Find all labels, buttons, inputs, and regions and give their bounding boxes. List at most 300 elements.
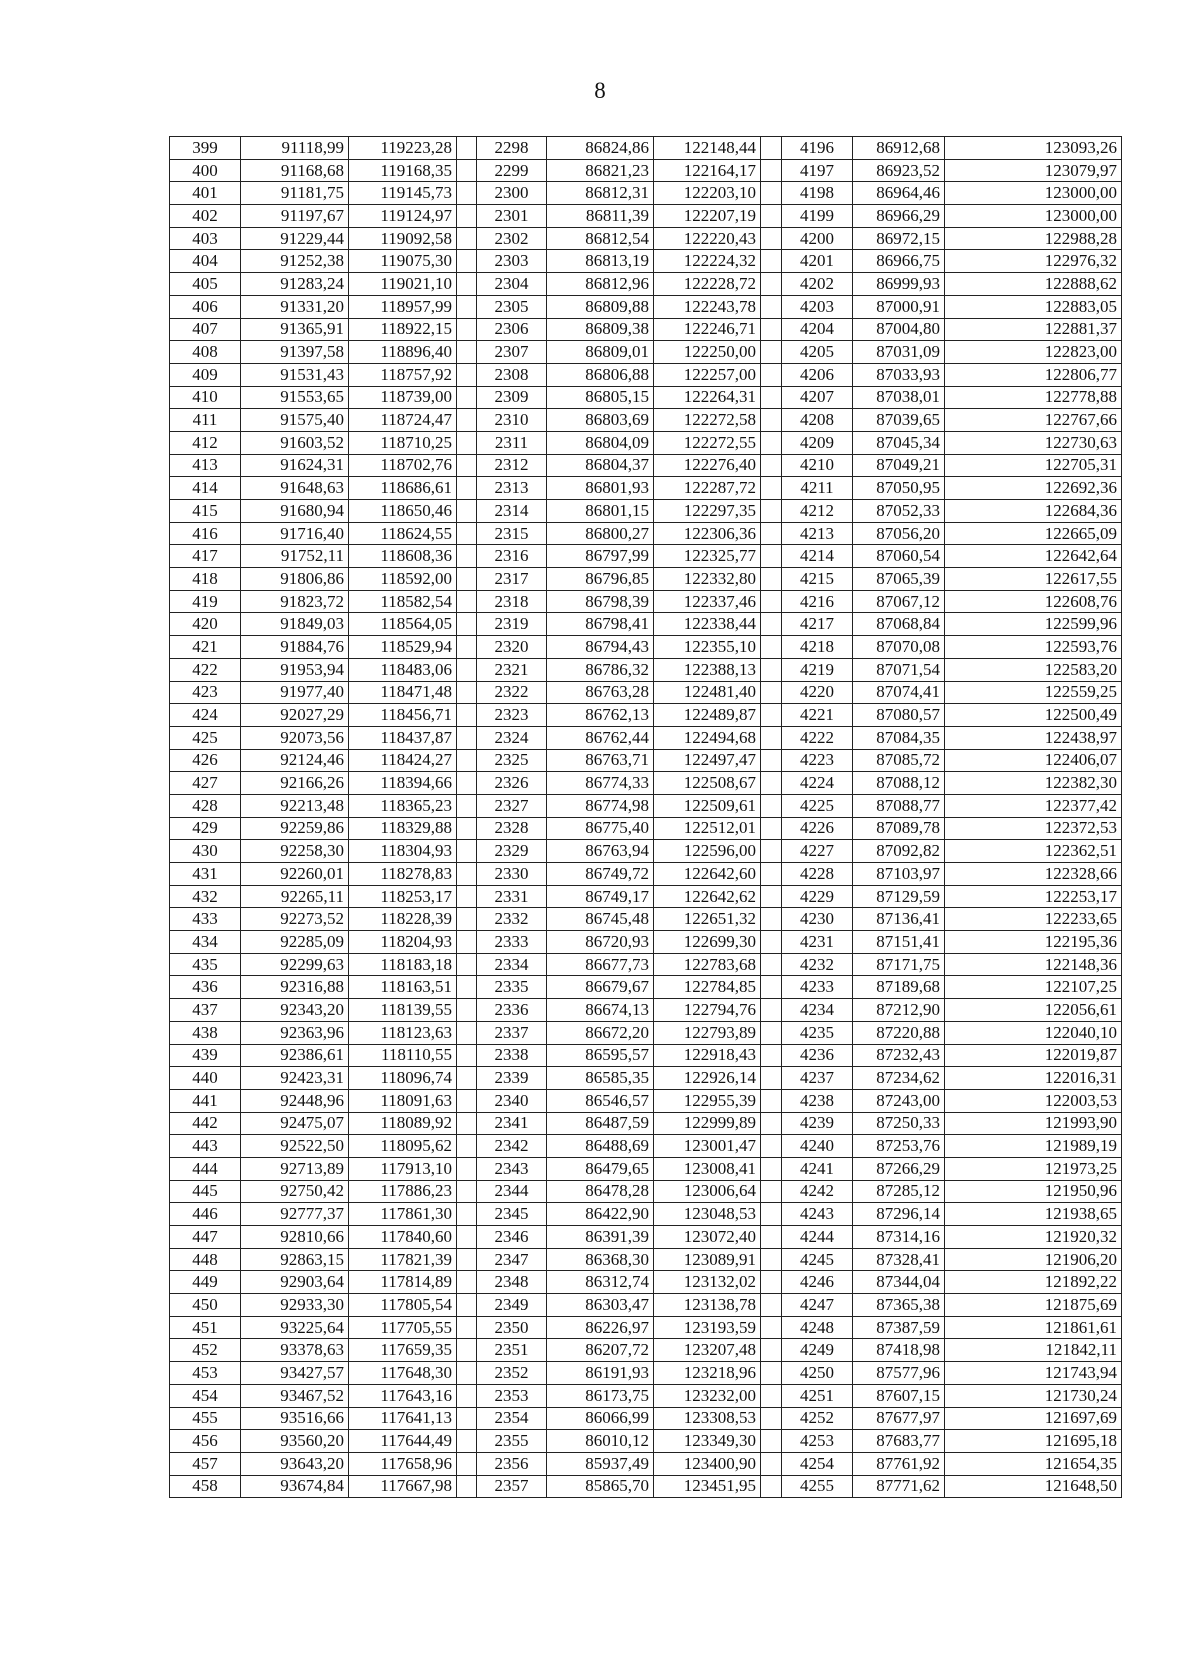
separator-cell: [457, 545, 477, 568]
x-coordinate-cell: 92423,31: [241, 1067, 349, 1090]
table-row: [170, 681, 1122, 704]
point-number-cell: 2306: [477, 318, 547, 341]
separator-cell: [457, 1294, 477, 1317]
point-number-cell: 4240: [782, 1135, 853, 1158]
point-number-cell: 2336: [477, 999, 547, 1022]
x-coordinate-cell: 86173,75: [547, 1384, 654, 1407]
y-coordinate-cell: 122325,77: [654, 545, 761, 568]
y-coordinate-cell: 121920,32: [945, 1226, 1122, 1249]
x-coordinate-cell: 93674,84: [241, 1475, 349, 1498]
y-coordinate-cell: 122372,53: [945, 817, 1122, 840]
x-coordinate-cell: 91953,94: [241, 658, 349, 681]
y-coordinate-cell: 122918,43: [654, 1044, 761, 1067]
x-coordinate-cell: 92448,96: [241, 1089, 349, 1112]
separator-cell: [457, 1180, 477, 1203]
table-row: [170, 1089, 1122, 1112]
y-coordinate-cell: 122692,36: [945, 477, 1122, 500]
table-row: [170, 1407, 1122, 1430]
point-number-cell: 2342: [477, 1135, 547, 1158]
point-number-cell: 2304: [477, 273, 547, 296]
y-coordinate-cell: 122203,10: [654, 182, 761, 205]
separator-cell: [761, 1339, 782, 1362]
separator-cell: [761, 1021, 782, 1044]
point-number-cell: 4229: [782, 885, 853, 908]
y-coordinate-cell: 123000,00: [945, 205, 1122, 228]
separator-cell: [761, 477, 782, 500]
point-number-cell: 4247: [782, 1294, 853, 1317]
y-coordinate-cell: 122332,80: [654, 568, 761, 591]
x-coordinate-cell: 91553,65: [241, 386, 349, 409]
x-coordinate-cell: 87129,59: [853, 885, 945, 908]
x-coordinate-cell: 86762,13: [547, 704, 654, 727]
x-coordinate-cell: 87085,72: [853, 749, 945, 772]
x-coordinate-cell: 92777,37: [241, 1203, 349, 1226]
table-row: [170, 749, 1122, 772]
separator-cell: [457, 1339, 477, 1362]
point-number-cell: 409: [170, 363, 241, 386]
y-coordinate-cell: 123001,47: [654, 1135, 761, 1158]
point-number-cell: 2335: [477, 976, 547, 999]
separator-cell: [761, 1430, 782, 1453]
y-coordinate-cell: 118394,66: [349, 772, 457, 795]
separator-cell: [457, 318, 477, 341]
point-number-cell: 4225: [782, 794, 853, 817]
x-coordinate-cell: 87151,41: [853, 931, 945, 954]
separator-cell: [761, 568, 782, 591]
point-number-cell: 2312: [477, 454, 547, 477]
y-coordinate-cell: 122999,89: [654, 1112, 761, 1135]
x-coordinate-cell: 86912,68: [853, 137, 945, 160]
y-coordinate-cell: 118424,27: [349, 749, 457, 772]
x-coordinate-cell: 86805,15: [547, 386, 654, 409]
point-number-cell: 2313: [477, 477, 547, 500]
y-coordinate-cell: 122823,00: [945, 341, 1122, 364]
y-coordinate-cell: 117648,30: [349, 1362, 457, 1385]
point-number-cell: 406: [170, 295, 241, 318]
table-row: [170, 1135, 1122, 1158]
separator-cell: [761, 772, 782, 795]
y-coordinate-cell: 117913,10: [349, 1157, 457, 1180]
y-coordinate-cell: 122778,88: [945, 386, 1122, 409]
x-coordinate-cell: 86806,88: [547, 363, 654, 386]
point-number-cell: 445: [170, 1180, 241, 1203]
y-coordinate-cell: 121993,90: [945, 1112, 1122, 1135]
separator-cell: [457, 658, 477, 681]
separator-cell: [457, 386, 477, 409]
y-coordinate-cell: 118456,71: [349, 704, 457, 727]
point-number-cell: 405: [170, 273, 241, 296]
table-row: [170, 1203, 1122, 1226]
x-coordinate-cell: 87038,01: [853, 386, 945, 409]
table-row: [170, 590, 1122, 613]
point-number-cell: 418: [170, 568, 241, 591]
x-coordinate-cell: 86226,97: [547, 1316, 654, 1339]
x-coordinate-cell: 93427,57: [241, 1362, 349, 1385]
x-coordinate-cell: 87049,21: [853, 454, 945, 477]
y-coordinate-cell: 122287,72: [654, 477, 761, 500]
x-coordinate-cell: 86720,93: [547, 931, 654, 954]
point-number-cell: 442: [170, 1112, 241, 1135]
point-number-cell: 458: [170, 1475, 241, 1498]
y-coordinate-cell: 123048,53: [654, 1203, 761, 1226]
y-coordinate-cell: 123308,53: [654, 1407, 761, 1430]
x-coordinate-cell: 86798,41: [547, 613, 654, 636]
point-number-cell: 2303: [477, 250, 547, 273]
y-coordinate-cell: 118304,93: [349, 840, 457, 863]
y-coordinate-cell: 121989,19: [945, 1135, 1122, 1158]
table-row: [170, 931, 1122, 954]
separator-cell: [761, 182, 782, 205]
y-coordinate-cell: 122494,68: [654, 726, 761, 749]
point-number-cell: 407: [170, 318, 241, 341]
y-coordinate-cell: 122926,14: [654, 1067, 761, 1090]
separator-cell: [761, 613, 782, 636]
separator-cell: [761, 976, 782, 999]
y-coordinate-cell: 123349,30: [654, 1430, 761, 1453]
x-coordinate-cell: 86763,71: [547, 749, 654, 772]
y-coordinate-cell: 122228,72: [654, 273, 761, 296]
point-number-cell: 4215: [782, 568, 853, 591]
y-coordinate-cell: 123089,91: [654, 1248, 761, 1271]
point-number-cell: 451: [170, 1316, 241, 1339]
table-row: [170, 363, 1122, 386]
separator-cell: [457, 613, 477, 636]
separator-cell: [457, 1362, 477, 1385]
point-number-cell: 412: [170, 431, 241, 454]
y-coordinate-cell: 118471,48: [349, 681, 457, 704]
separator-cell: [761, 1135, 782, 1158]
separator-cell: [761, 159, 782, 182]
separator-cell: [457, 1157, 477, 1180]
y-coordinate-cell: 122497,47: [654, 749, 761, 772]
y-coordinate-cell: 121730,24: [945, 1384, 1122, 1407]
y-coordinate-cell: 119021,10: [349, 273, 457, 296]
separator-cell: [457, 590, 477, 613]
point-number-cell: 423: [170, 681, 241, 704]
separator-cell: [457, 341, 477, 364]
x-coordinate-cell: 87771,62: [853, 1475, 945, 1498]
x-coordinate-cell: 91849,03: [241, 613, 349, 636]
x-coordinate-cell: 91283,24: [241, 273, 349, 296]
table-row: [170, 1271, 1122, 1294]
x-coordinate-cell: 87004,80: [853, 318, 945, 341]
x-coordinate-cell: 86763,28: [547, 681, 654, 704]
y-coordinate-cell: 117667,98: [349, 1475, 457, 1498]
point-number-cell: 404: [170, 250, 241, 273]
point-number-cell: 4217: [782, 613, 853, 636]
point-number-cell: 2333: [477, 931, 547, 954]
point-number-cell: 4211: [782, 477, 853, 500]
y-coordinate-cell: 119092,58: [349, 227, 457, 250]
y-coordinate-cell: 119168,35: [349, 159, 457, 182]
separator-cell: [761, 431, 782, 454]
x-coordinate-cell: 87033,93: [853, 363, 945, 386]
point-number-cell: 455: [170, 1407, 241, 1430]
y-coordinate-cell: 122246,71: [654, 318, 761, 341]
point-number-cell: 2305: [477, 295, 547, 318]
point-number-cell: 2339: [477, 1067, 547, 1090]
y-coordinate-cell: 119124,97: [349, 205, 457, 228]
point-number-cell: 2330: [477, 863, 547, 886]
x-coordinate-cell: 92213,48: [241, 794, 349, 817]
table-row: [170, 1316, 1122, 1339]
separator-cell: [761, 341, 782, 364]
x-coordinate-cell: 86763,94: [547, 840, 654, 863]
point-number-cell: 420: [170, 613, 241, 636]
point-number-cell: 4204: [782, 318, 853, 341]
point-number-cell: 4254: [782, 1452, 853, 1475]
point-number-cell: 2308: [477, 363, 547, 386]
point-number-cell: 2328: [477, 817, 547, 840]
y-coordinate-cell: 117821,39: [349, 1248, 457, 1271]
y-coordinate-cell: 122481,40: [654, 681, 761, 704]
x-coordinate-cell: 92285,09: [241, 931, 349, 954]
separator-cell: [457, 1203, 477, 1226]
y-coordinate-cell: 122642,60: [654, 863, 761, 886]
table-row: [170, 1452, 1122, 1475]
separator-cell: [457, 500, 477, 523]
y-coordinate-cell: 123093,26: [945, 137, 1122, 160]
separator-cell: [457, 1407, 477, 1430]
x-coordinate-cell: 87084,35: [853, 726, 945, 749]
point-number-cell: 401: [170, 182, 241, 205]
x-coordinate-cell: 85865,70: [547, 1475, 654, 1498]
separator-cell: [457, 726, 477, 749]
x-coordinate-cell: 86749,17: [547, 885, 654, 908]
point-number-cell: 427: [170, 772, 241, 795]
table-row: [170, 182, 1122, 205]
x-coordinate-cell: 91680,94: [241, 500, 349, 523]
y-coordinate-cell: 122596,00: [654, 840, 761, 863]
x-coordinate-cell: 86774,33: [547, 772, 654, 795]
table-row: [170, 613, 1122, 636]
x-coordinate-cell: 86964,46: [853, 182, 945, 205]
separator-cell: [457, 159, 477, 182]
x-coordinate-cell: 93378,63: [241, 1339, 349, 1362]
x-coordinate-cell: 86585,35: [547, 1067, 654, 1090]
y-coordinate-cell: 118757,92: [349, 363, 457, 386]
y-coordinate-cell: 122328,66: [945, 863, 1122, 886]
table-row: [170, 568, 1122, 591]
table-row: [170, 431, 1122, 454]
x-coordinate-cell: 87070,08: [853, 636, 945, 659]
point-number-cell: 4226: [782, 817, 853, 840]
y-coordinate-cell: 122195,36: [945, 931, 1122, 954]
point-number-cell: 2309: [477, 386, 547, 409]
table-row: [170, 1021, 1122, 1044]
point-number-cell: 4198: [782, 182, 853, 205]
y-coordinate-cell: 122264,31: [654, 386, 761, 409]
point-number-cell: 453: [170, 1362, 241, 1385]
point-number-cell: 434: [170, 931, 241, 954]
point-number-cell: 4210: [782, 454, 853, 477]
y-coordinate-cell: 121950,96: [945, 1180, 1122, 1203]
x-coordinate-cell: 86804,37: [547, 454, 654, 477]
y-coordinate-cell: 122220,43: [654, 227, 761, 250]
point-number-cell: 2323: [477, 704, 547, 727]
point-number-cell: 2299: [477, 159, 547, 182]
point-number-cell: 444: [170, 1157, 241, 1180]
x-coordinate-cell: 86312,74: [547, 1271, 654, 1294]
y-coordinate-cell: 121654,35: [945, 1452, 1122, 1475]
separator-cell: [761, 1248, 782, 1271]
point-number-cell: 2317: [477, 568, 547, 591]
x-coordinate-cell: 91252,38: [241, 250, 349, 273]
y-coordinate-cell: 122642,64: [945, 545, 1122, 568]
point-number-cell: 2321: [477, 658, 547, 681]
y-coordinate-cell: 117643,16: [349, 1384, 457, 1407]
table-row: [170, 863, 1122, 886]
x-coordinate-cell: 91197,67: [241, 205, 349, 228]
separator-cell: [761, 863, 782, 886]
y-coordinate-cell: 118582,54: [349, 590, 457, 613]
x-coordinate-cell: 87677,97: [853, 1407, 945, 1430]
point-number-cell: 416: [170, 522, 241, 545]
x-coordinate-cell: 87250,33: [853, 1112, 945, 1135]
x-coordinate-cell: 87344,04: [853, 1271, 945, 1294]
x-coordinate-cell: 87089,78: [853, 817, 945, 840]
x-coordinate-cell: 86303,47: [547, 1294, 654, 1317]
x-coordinate-cell: 93516,66: [241, 1407, 349, 1430]
separator-cell: [761, 1294, 782, 1317]
table-row: [170, 386, 1122, 409]
y-coordinate-cell: 118724,47: [349, 409, 457, 432]
x-coordinate-cell: 92343,20: [241, 999, 349, 1022]
y-coordinate-cell: 121861,61: [945, 1316, 1122, 1339]
point-number-cell: 4237: [782, 1067, 853, 1090]
point-number-cell: 2326: [477, 772, 547, 795]
y-coordinate-cell: 123072,40: [654, 1226, 761, 1249]
x-coordinate-cell: 86809,38: [547, 318, 654, 341]
point-number-cell: 4227: [782, 840, 853, 863]
y-coordinate-cell: 123079,97: [945, 159, 1122, 182]
y-coordinate-cell: 122337,46: [654, 590, 761, 613]
point-number-cell: 457: [170, 1452, 241, 1475]
x-coordinate-cell: 87577,96: [853, 1362, 945, 1385]
table-row: [170, 840, 1122, 863]
y-coordinate-cell: 118896,40: [349, 341, 457, 364]
x-coordinate-cell: 86488,69: [547, 1135, 654, 1158]
x-coordinate-cell: 87039,65: [853, 409, 945, 432]
y-coordinate-cell: 122107,25: [945, 976, 1122, 999]
x-coordinate-cell: 91331,20: [241, 295, 349, 318]
y-coordinate-cell: 118253,17: [349, 885, 457, 908]
x-coordinate-cell: 92124,46: [241, 749, 349, 772]
y-coordinate-cell: 119075,30: [349, 250, 457, 273]
separator-cell: [761, 817, 782, 840]
point-number-cell: 2350: [477, 1316, 547, 1339]
x-coordinate-cell: 86066,99: [547, 1407, 654, 1430]
x-coordinate-cell: 91648,63: [241, 477, 349, 500]
y-coordinate-cell: 118163,51: [349, 976, 457, 999]
y-coordinate-cell: 118096,74: [349, 1067, 457, 1090]
separator-cell: [457, 840, 477, 863]
y-coordinate-cell: 123232,00: [654, 1384, 761, 1407]
x-coordinate-cell: 86804,09: [547, 431, 654, 454]
y-coordinate-cell: 121697,69: [945, 1407, 1122, 1430]
point-number-cell: 4219: [782, 658, 853, 681]
table-row: [170, 1112, 1122, 1135]
x-coordinate-cell: 86821,23: [547, 159, 654, 182]
point-number-cell: 4218: [782, 636, 853, 659]
y-coordinate-cell: 122297,35: [654, 500, 761, 523]
separator-cell: [761, 545, 782, 568]
separator-cell: [457, 295, 477, 318]
table-row: [170, 658, 1122, 681]
x-coordinate-cell: 87052,33: [853, 500, 945, 523]
point-number-cell: 4230: [782, 908, 853, 931]
point-number-cell: 2348: [477, 1271, 547, 1294]
point-number-cell: 4241: [782, 1157, 853, 1180]
separator-cell: [761, 999, 782, 1022]
x-coordinate-cell: 92260,01: [241, 863, 349, 886]
point-number-cell: 4251: [782, 1384, 853, 1407]
point-number-cell: 4255: [782, 1475, 853, 1498]
separator-cell: [761, 1089, 782, 1112]
point-number-cell: 4200: [782, 227, 853, 250]
y-coordinate-cell: 117644,49: [349, 1430, 457, 1453]
separator-cell: [761, 522, 782, 545]
y-coordinate-cell: 118110,55: [349, 1044, 457, 1067]
x-coordinate-cell: 86595,57: [547, 1044, 654, 1067]
point-number-cell: 4246: [782, 1271, 853, 1294]
separator-cell: [761, 1112, 782, 1135]
x-coordinate-cell: 87050,95: [853, 477, 945, 500]
table-row: [170, 500, 1122, 523]
y-coordinate-cell: 122253,17: [945, 885, 1122, 908]
point-number-cell: 452: [170, 1339, 241, 1362]
y-coordinate-cell: 121743,94: [945, 1362, 1122, 1385]
separator-cell: [761, 295, 782, 318]
separator-cell: [761, 1226, 782, 1249]
y-coordinate-cell: 122500,49: [945, 704, 1122, 727]
y-coordinate-cell: 118564,05: [349, 613, 457, 636]
x-coordinate-cell: 93643,20: [241, 1452, 349, 1475]
separator-cell: [761, 1316, 782, 1339]
x-coordinate-cell: 87088,77: [853, 794, 945, 817]
point-number-cell: 2311: [477, 431, 547, 454]
y-coordinate-cell: 122883,05: [945, 295, 1122, 318]
x-coordinate-cell: 86812,96: [547, 273, 654, 296]
point-number-cell: 447: [170, 1226, 241, 1249]
y-coordinate-cell: 122019,87: [945, 1044, 1122, 1067]
separator-cell: [761, 1203, 782, 1226]
x-coordinate-cell: 91531,43: [241, 363, 349, 386]
x-coordinate-cell: 87065,39: [853, 568, 945, 591]
point-number-cell: 439: [170, 1044, 241, 1067]
separator-cell: [761, 908, 782, 931]
separator-cell: [761, 500, 782, 523]
x-coordinate-cell: 93560,20: [241, 1430, 349, 1453]
x-coordinate-cell: 92166,26: [241, 772, 349, 795]
separator-cell: [761, 840, 782, 863]
y-coordinate-cell: 122040,10: [945, 1021, 1122, 1044]
x-coordinate-cell: 86487,59: [547, 1112, 654, 1135]
x-coordinate-cell: 87088,12: [853, 772, 945, 795]
separator-cell: [457, 1112, 477, 1135]
point-number-cell: 433: [170, 908, 241, 931]
point-number-cell: 413: [170, 454, 241, 477]
point-number-cell: 2318: [477, 590, 547, 613]
table-row: [170, 794, 1122, 817]
point-number-cell: 4201: [782, 250, 853, 273]
y-coordinate-cell: 119145,73: [349, 182, 457, 205]
y-coordinate-cell: 122056,61: [945, 999, 1122, 1022]
point-number-cell: 2320: [477, 636, 547, 659]
x-coordinate-cell: 86786,32: [547, 658, 654, 681]
table-row: [170, 522, 1122, 545]
y-coordinate-cell: 118608,36: [349, 545, 457, 568]
